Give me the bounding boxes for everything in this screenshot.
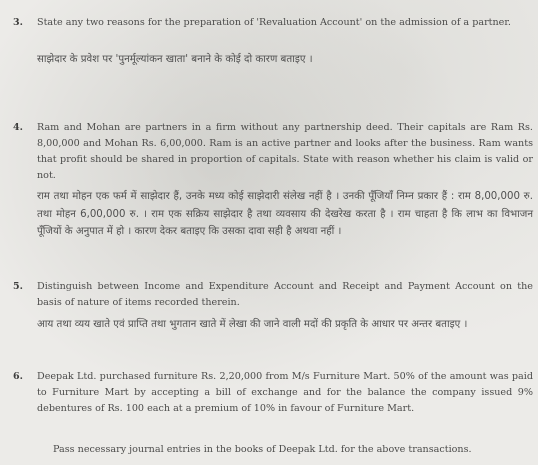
- question-number: 6.: [13, 371, 23, 382]
- question-instruction: Pass necessary journal entries in the books of Deepak Ltd. for the above transactions.: [53, 444, 472, 455]
- question-text-english: State any two reasons for the preparation of 'Revaluation Account' on the admission of a partner.: [37, 17, 511, 28]
- question-text-english: Ram and Mohan are partners in a firm without any partnership deed. Their capitals are Ram Rs. 8,00,000 and Mohan Rs. 6,00,000. Ram is an active partner and looks after the business. Ram wants that profit should be shared in proportion of capitals. State with reason whether his claim is valid or not.: [37, 122, 533, 181]
- question-number: 3.: [13, 17, 23, 28]
- question-text-hindi: राम तथा मोहन एक फर्म में साझेदार हैं, उनके मध्य कोई साझेदारी संलेख नहीं है । उनकी पूँजियाँ निम्न प्रकार हैं : राम 8,00,000 रु. तथा मोहन 6,00,000 रु. । राम एक सक्रिय साझेदार है तथा व्यवसाय की देखरेख करता है । राम चाहता है कि लाभ का विभाजन पूँजियों के अनुपात में हो । कारण देकर बताइए कि उसका दावा सही है अथवा नहीं ।: [37, 191, 533, 237]
- question-text-hindi: साझेदार के प्रवेश पर 'पुनर्मूल्यांकन खाता' बनाने के कोई दो कारण बताइए ।: [37, 54, 313, 65]
- question-text-english: Deepak Ltd. purchased furniture Rs. 2,20,000 from M/s Furniture Mart. 50% of the amount was paid to Furniture Mart by accepting a bill of exchange and for the balance the company issued 9% debentures of Rs. 100 each at a premium of 10% in favour of Furniture Mart.: [37, 371, 533, 414]
- question-text-hindi: आय तथा व्यय खाते एवं प्राप्ति तथा भुगतान खाते में लेखा की जाने वाली मदों की प्रकृति के आधार पर अन्तर बताइए ।: [37, 319, 468, 330]
- question-number: 4.: [13, 122, 23, 133]
- question-number: 5.: [13, 281, 23, 292]
- question-text-english: Distinguish between Income and Expenditure Account and Receipt and Payment Account on the basis of nature of items recorded therein.: [37, 281, 533, 308]
